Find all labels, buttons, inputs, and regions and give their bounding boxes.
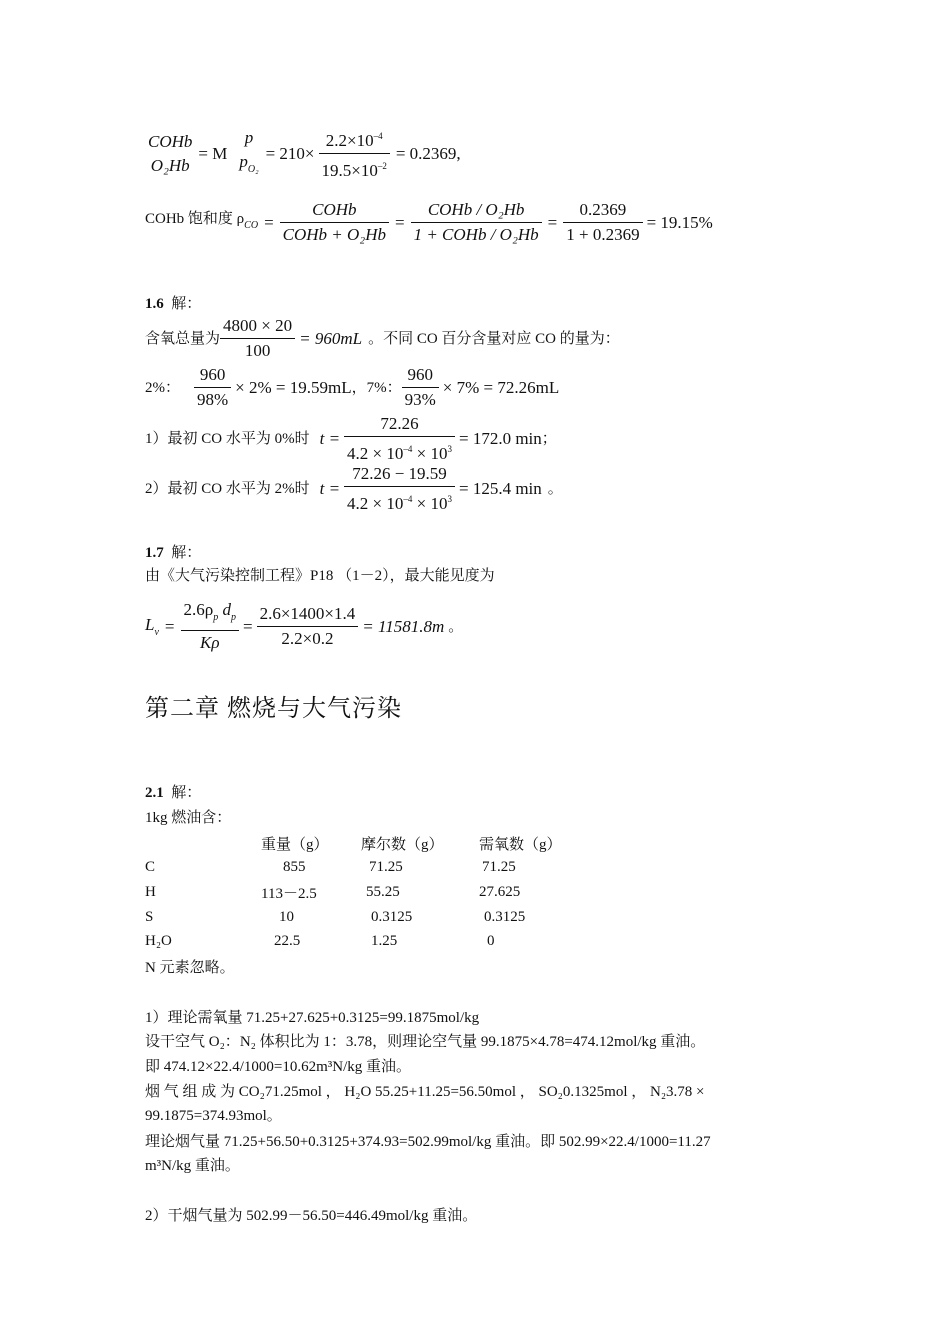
- table-cell: 10: [279, 908, 294, 925]
- s16-line-time-2: 2）最初 CO 水平为 2%时 t = $\frac{72.26 - 19.59}{4.2 \times 10^{-4} \times 10^3}$ = 125.4 min 。: [145, 462, 563, 516]
- table-cell: H₂O: [145, 933, 172, 950]
- table-header-cell: 摩尔数（g）: [361, 836, 444, 853]
- s16-line-total-oxygen: 含氧总量为 $\frac{4800 \times 20}{100}$ = 960mL 。不同 CO 百分含量对应 CO 的量为：: [145, 314, 620, 363]
- chapter-title: 第二章 燃烧与大气污染: [145, 696, 402, 722]
- s21-theoretical-flue-gas-line1: 理论烟气量 71.25+56.50+0.3125+374.93=502.99mol/kg 重油。即 502.99×22.4/1000=11.27: [145, 1134, 711, 1150]
- s21-flue-gas-composition-line1: 烟 气 组 成 为 CO₂71.25mol ， H₂O 55.25+11.25=56.50mol ， SO₂0.1325mol ， N₂3.78 ×: [145, 1084, 705, 1100]
- fuel-composition-table: [145, 831, 599, 954]
- s17-intro: 由《大气污染控制工程》P18 （1－2），最大能见度为: [145, 568, 495, 584]
- table-cell: H: [145, 883, 156, 900]
- table-header-cell: 需氧数（g）: [479, 836, 562, 853]
- table-row: [145, 880, 599, 905]
- s21-theoretical-flue-gas-line2: m³N/kg 重油。: [145, 1158, 240, 1174]
- section-heading-1-7: 1.7 解：: [145, 545, 202, 561]
- table-cell: 0: [487, 933, 495, 950]
- table-cell: S: [145, 908, 154, 925]
- table-header-cell: [145, 831, 261, 856]
- s21-air-volume: 即 474.12×22.4/1000=10.62m³N/kg 重油。: [145, 1059, 412, 1075]
- table-cell: 113－2.5: [261, 885, 317, 902]
- s21-intro: 1kg 燃油含：: [145, 810, 232, 826]
- s21-theoretical-air: 设干空气 O₂：N₂ 体积比为 1：3.78，则理论空气量 99.1875×4.78=474.12mol/kg 重油。: [145, 1034, 706, 1050]
- fraction-pco-po2: p $p_{O_2}$: [239, 127, 259, 175]
- eq-cohb-saturation: COHb 饱和度 $\rho_{CO}$ = $\frac{\text{COHb}}{\text{COHb + O₂Hb}}$ = $\frac{\text{COHb / O₂Hb}}{\text{1 + COHb / O₂Hb}}$ = $\frac{0.2369}{1 + 0.2369}$ = 19.15%: [145, 198, 713, 247]
- table-cell: 27.625: [479, 883, 521, 900]
- table-cell: 0.3125: [484, 908, 526, 925]
- fraction-cohb-o2hb: COHb O₂Hb: [148, 131, 193, 175]
- table-cell: 22.5: [274, 933, 301, 950]
- table-header-cell: 重量（g）: [261, 836, 329, 853]
- fraction-saturation-2: $\frac{\text{COHb / O₂Hb}}{\text{1 + COHb / O₂Hb}}$: [411, 198, 542, 247]
- fraction-time-0: $\frac{72.26}{4.2 \times 10^{-4} \times 10^3}$: [344, 412, 455, 466]
- fraction-saturation-3: $\frac{0.2369}{1 + 0.2369}$: [563, 198, 642, 247]
- eq-cohb-ratio: COHb O₂Hb = M p $p_{O_2}$ = 210× $\frac{2.2\times 10^{-4}}{19.5\times 10^{-2}}$ = 0.2369,: [145, 124, 461, 183]
- section-heading-2-1: 2.1 解：: [145, 785, 202, 801]
- table-cell: 71.25: [369, 859, 403, 876]
- section-heading-1-6: 1.6 解：: [145, 296, 202, 312]
- fraction-960-98: $\frac{960}{98\%}$: [194, 363, 231, 412]
- eq-visibility: $L_v$ = $\frac{2.6\rho_p d_p}{K\rho}$ = $\frac{2.6\times 1400\times 1.4}{2.2\times 0.2}$ = 11581.8m 。: [145, 598, 463, 655]
- table-cell: 855: [283, 859, 306, 876]
- fraction-saturation-1: $\frac{\text{COHb}}{\text{COHb + O₂Hb}}$: [280, 198, 389, 247]
- fraction-960-93: $\frac{960}{93\%}$: [402, 363, 439, 412]
- fraction-time-2: $\frac{72.26 - 19.59}{4.2 \times 10^{-4} \times 10^3}$: [344, 462, 455, 516]
- table-cell: 0.3125: [371, 908, 413, 925]
- table-cell: 1.25: [371, 933, 398, 950]
- s21-flue-gas-composition-line2: 99.1875=374.93mol。: [145, 1108, 282, 1124]
- s16-line-time-0: 1）最初 CO 水平为 0%时 t = $\frac{72.26}{4.2 \times 10^{-4} \times 10^3}$ = 172.0 min ；: [145, 412, 557, 466]
- s21-theoretical-oxygen: 1）理论需氧量 71.25+27.625+0.3125=99.1875mol/kg: [145, 1010, 480, 1026]
- s21-note: N 元素忽略。: [145, 960, 235, 976]
- fraction-visibility-numeric: $\frac{2.6\times 1400\times 1.4}{2.2\times 0.2}$: [257, 602, 359, 651]
- table-cell: 55.25: [366, 883, 400, 900]
- table-cell: C: [145, 859, 156, 876]
- table-cell: 71.25: [482, 859, 516, 876]
- s21-dry-flue-gas: 2）干烟气量为 502.99－56.50=446.49mol/kg 重油。: [145, 1208, 478, 1224]
- table-header-row: [145, 831, 599, 856]
- fraction-value: $\frac{2.2\times 10^{-4}}{19.5\times 10^{-2}}$: [319, 124, 390, 183]
- table-row: [145, 856, 599, 881]
- fraction-total-oxygen: $\frac{4800 \times 20}{100}$: [220, 314, 295, 363]
- table-row: [145, 929, 599, 954]
- table-row: [145, 905, 599, 930]
- s16-line-co-amounts: 2%： $\frac{960}{98\%}$ × 2% = 19.59mL ，7%： $\frac{960}{93\%}$ × 7% = 72.26mL: [145, 363, 559, 412]
- fraction-visibility-symbolic: $\frac{2.6\rho_p d_p}{K\rho}$: [181, 598, 239, 655]
